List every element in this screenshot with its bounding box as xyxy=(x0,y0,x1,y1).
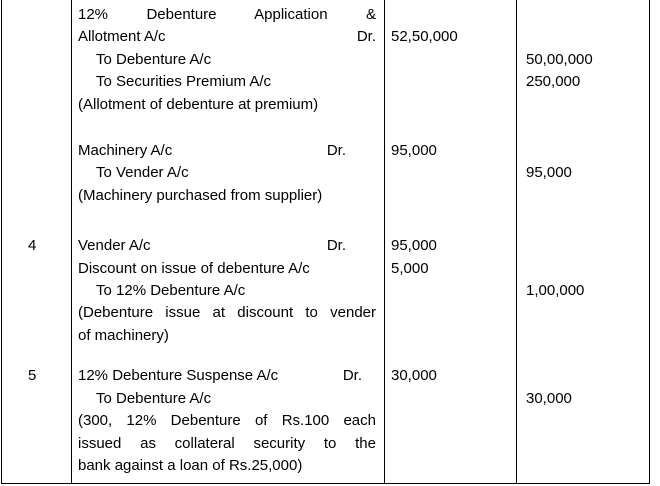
debit-amount xyxy=(391,302,512,324)
particulars-cell xyxy=(72,365,385,483)
credit-amount xyxy=(526,302,646,324)
account-title: Machinery A/c xyxy=(78,142,173,160)
debit-amount: 52,50,000 xyxy=(391,28,458,46)
particulars-cell xyxy=(72,0,385,140)
debit-cell xyxy=(385,140,517,235)
journal-table xyxy=(1,0,650,484)
particulars-cell xyxy=(72,140,385,235)
debit-cell xyxy=(385,0,517,140)
account-title: 12% Debenture Suspense A/c xyxy=(78,367,279,385)
debit-amount xyxy=(391,410,512,432)
debit-amount xyxy=(391,185,512,207)
credit-account-line: To Vender A/c xyxy=(96,164,189,182)
credit-amount: 250,000 xyxy=(526,73,581,91)
debit-amount: 5,000 xyxy=(391,259,429,277)
credit-amount xyxy=(526,235,646,257)
credit-amount xyxy=(526,258,646,280)
narration-line: (Allotment of debenture at premium) xyxy=(78,95,319,113)
credit-amount: 50,00,000 xyxy=(526,50,593,68)
dr-label: Dr. xyxy=(342,367,362,385)
entry-number xyxy=(28,4,71,26)
credit-amount xyxy=(526,4,646,26)
entry-number xyxy=(28,140,71,162)
account-title-line: 12% Debenture Application & xyxy=(78,6,376,23)
credit-account-line: To Debenture A/c xyxy=(96,50,212,68)
account-debit-line xyxy=(78,26,376,48)
narration-line: bank against a loan of Rs.25,000) xyxy=(78,456,303,474)
credit-cell xyxy=(517,235,650,365)
debit-amount: 95,000 xyxy=(391,142,437,160)
debit-amount xyxy=(391,455,512,477)
debit-cell xyxy=(385,235,517,365)
credit-amount xyxy=(526,365,646,387)
debit-amount xyxy=(391,162,512,184)
debit-amount xyxy=(391,49,512,71)
dr-label: Dr. xyxy=(326,142,346,160)
entry-number: 4 xyxy=(28,237,37,255)
credit-amount xyxy=(526,325,646,347)
debit-amount xyxy=(391,94,512,116)
credit-amount xyxy=(526,94,646,116)
debit-amount xyxy=(391,325,512,347)
entry-number: 5 xyxy=(28,367,37,385)
narration-line: (Machinery purchased from supplier) xyxy=(78,186,323,204)
debit-amount xyxy=(391,71,512,93)
credit-amount xyxy=(526,185,646,207)
credit-amount xyxy=(526,26,646,48)
credit-account-line: To 12% Debenture A/c xyxy=(96,282,246,300)
debit-amount xyxy=(391,432,512,454)
debit-amount xyxy=(391,280,512,302)
entry-number-cell xyxy=(2,0,72,140)
account-title: Allotment A/c xyxy=(78,28,166,46)
credit-amount: 95,000 xyxy=(526,164,572,182)
dr-label: Dr. xyxy=(356,28,376,46)
account-debit-line xyxy=(78,235,376,257)
credit-account-line: To Securities Premium A/c xyxy=(96,73,272,91)
credit-account-line: To Debenture A/c xyxy=(96,389,212,407)
debit-cell xyxy=(385,365,517,483)
credit-amount: 30,000 xyxy=(526,389,572,407)
entry-number-cell xyxy=(2,365,72,483)
account-debit-line xyxy=(78,140,376,162)
particulars-cell xyxy=(72,235,385,365)
narration-line: (Debenture issue at discount to vender xyxy=(78,304,376,322)
narration-line: (300, 12% Debenture of Rs.100 each xyxy=(78,412,376,430)
account-debit-line xyxy=(78,365,376,387)
credit-amount xyxy=(526,140,646,162)
credit-cell xyxy=(517,365,650,483)
credit-cell xyxy=(517,0,650,140)
narration-line: issued as collateral security to the xyxy=(78,434,376,452)
account-title: Vender A/c xyxy=(78,237,151,255)
credit-cell xyxy=(517,140,650,235)
credit-amount xyxy=(526,410,646,432)
credit-amount xyxy=(526,455,646,477)
debit-amount xyxy=(391,388,512,410)
debit-amount: 30,000 xyxy=(391,367,437,385)
debit-amount xyxy=(391,4,512,26)
entry-number-cell xyxy=(2,140,72,235)
debit-amount: 95,000 xyxy=(391,237,437,255)
credit-amount xyxy=(526,432,646,454)
entry-number-cell xyxy=(2,235,72,365)
dr-label: Dr. xyxy=(326,237,346,255)
narration-line: of machinery) xyxy=(78,326,169,344)
credit-amount: 1,00,000 xyxy=(526,282,585,300)
account-debit-line: Discount on issue of debenture A/c xyxy=(78,259,310,277)
